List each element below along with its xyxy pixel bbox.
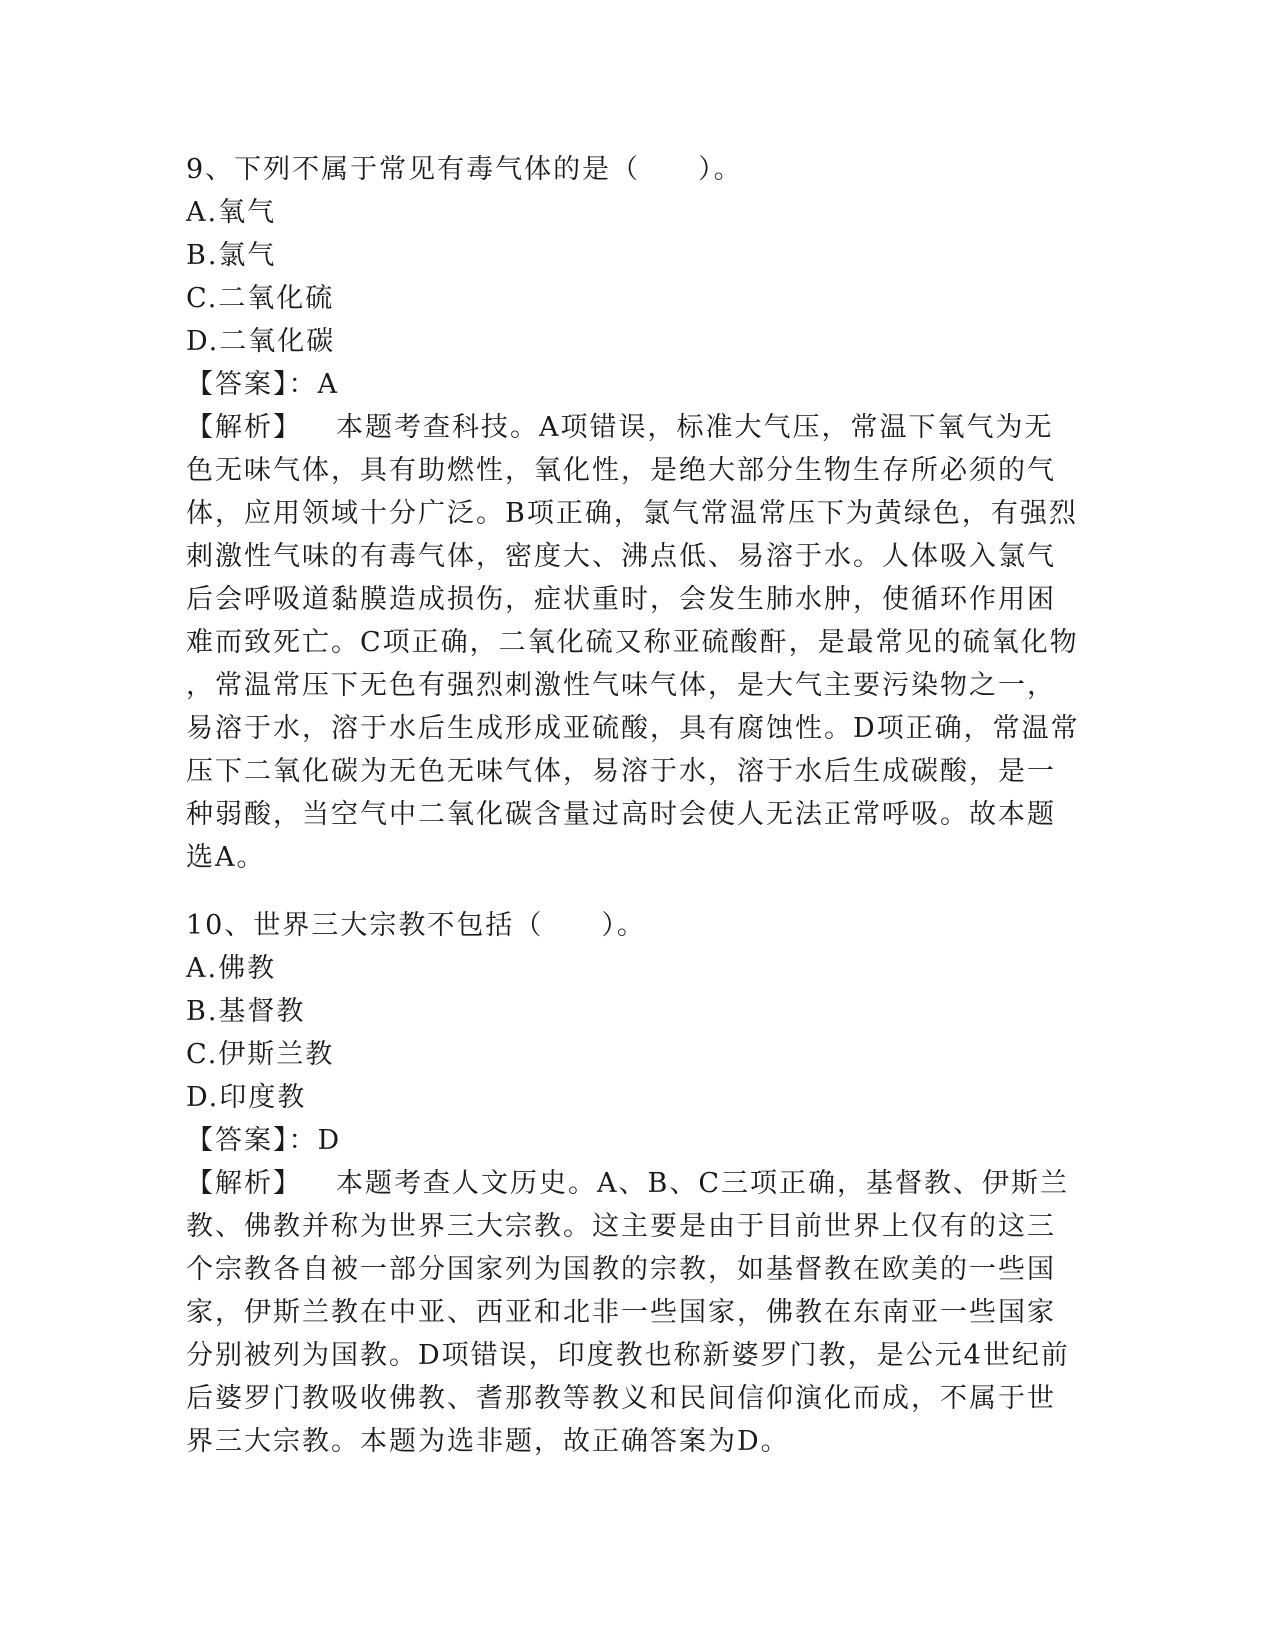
question-stem: 10、世界三大宗教不包括（ ）。 <box>186 910 646 941</box>
explanation-line: 界三大宗教。本题为选非题，故正确答案为D。 <box>186 1426 790 1457</box>
explanation-line: 分别被列为国教。D项错误，印度教也称新婆罗门教，是公元4世纪前 <box>186 1340 1070 1371</box>
explanation-tag: 【解析】 <box>186 1168 302 1199</box>
explanation-line: 刺激性气味的有毒气体，密度大、沸点低、易溶于水。人体吸入氯气 <box>186 541 1056 572</box>
explanation-line: 家，伊斯兰教在中亚、西亚和北非一些国家，佛教在东南亚一些国家 <box>186 1297 1056 1328</box>
explanation-first-line <box>186 406 1096 449</box>
explanation-line: 压下二氧化碳为无色无味气体，易溶于水，溶于水后生成碳酸，是一 <box>186 756 1056 787</box>
option-a: A.佛教 <box>186 953 277 984</box>
explanation-line: 后婆罗门教吸收佛教、耆那教等教义和民间信仰演化而成，不属于世 <box>186 1383 1056 1414</box>
option-d: D.印度教 <box>186 1082 307 1113</box>
option-a: A.氧气 <box>186 197 277 228</box>
explanation <box>186 1162 1096 1463</box>
option-c: C.伊斯兰教 <box>186 1039 335 1070</box>
question-10 <box>186 904 1096 1463</box>
answer-row <box>186 363 1096 406</box>
explanation-first-line <box>186 1162 1096 1205</box>
explanation-line: 教、佛教并称为世界三大宗教。这主要是由于目前世界上仅有的这三 <box>186 1211 1056 1242</box>
document-page <box>186 148 1096 1463</box>
explanation <box>186 406 1096 879</box>
option-b: B.氯气 <box>186 240 277 271</box>
option-b: B.基督教 <box>186 996 306 1027</box>
option-c: C.二氧化硫 <box>186 283 335 314</box>
answer-value: ：A <box>288 369 339 400</box>
explanation-line: 难而致死亡。C项正确，二氧化硫又称亚硫酸酐，是最常见的硫氧化物 <box>186 627 1079 658</box>
explanation-line: 色无味气体，具有助燃性，氧化性，是绝大部分生物生存所必须的气 <box>186 455 1056 486</box>
explanation-text: 本题考查人文历史。A、B、C三项正确，基督教、伊斯兰 <box>336 1168 1069 1199</box>
explanation-tag: 【解析】 <box>186 412 302 443</box>
answer-value: ：D <box>288 1125 342 1156</box>
answer-row <box>186 1119 1096 1162</box>
explanation-line: 选A。 <box>186 842 266 873</box>
explanation-line: 种弱酸，当空气中二氧化碳含量过高时会使人无法正常呼吸。故本题 <box>186 799 1056 830</box>
explanation-line: 后会呼吸道黏膜造成损伤，症状重时，会发生肺水肿，使循环作用困 <box>186 584 1056 615</box>
explanation-line: 个宗教各自被一部分国家列为国教的宗教，如基督教在欧美的一些国 <box>186 1254 1056 1285</box>
question-9 <box>186 148 1096 879</box>
explanation-line: 易溶于水，溶于水后生成形成亚硫酸，具有腐蚀性。D项正确，常温常 <box>186 713 1080 744</box>
explanation-text: 本题考查科技。A项错误，标准大气压，常温下氧气为无 <box>336 412 1054 443</box>
explanation-line: 体，应用领域十分广泛。B项正确，氯气常温常压下为黄绿色，有强烈 <box>186 498 1078 529</box>
explanation-line: ，常温常压下无色有强烈刺激性气味气体，是大气主要污染物之一， <box>186 670 1056 701</box>
answer-tag: 【答案】 <box>186 369 289 400</box>
question-stem: 9、下列不属于常见有毒气体的是（ ）。 <box>186 154 743 185</box>
answer-tag: 【答案】 <box>186 1125 289 1156</box>
option-d: D.二氧化碳 <box>186 326 336 357</box>
